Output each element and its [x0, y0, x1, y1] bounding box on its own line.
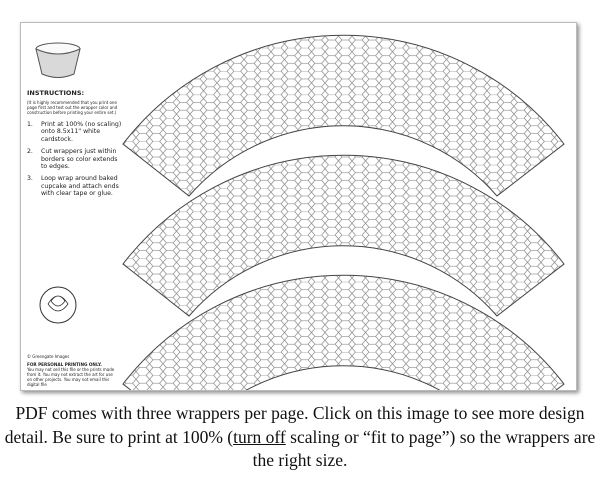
personal-use-heading: FOR PERSONAL PRINTING ONLY.	[27, 361, 102, 367]
step-number: 1.	[27, 121, 33, 128]
step-2	[27, 148, 123, 170]
step-number: 3.	[27, 175, 33, 183]
instructions-heading: INSTRUCTIONS:	[27, 89, 85, 97]
caption	[0, 402, 600, 473]
instructions-note: (It is highly recommended that you print one page first and test out the wrapper color and construction before printing your entire set.)	[27, 100, 118, 115]
legal-text: You may not sell this file or the prints made from it. You may not extract the art for use on other projects. You may not email this digital file	[27, 367, 115, 387]
caption-underlined: turn off	[233, 426, 286, 447]
step-1	[27, 121, 123, 143]
printable-sheet[interactable]	[20, 22, 577, 391]
instructions-panel	[27, 89, 123, 387]
step-text: Print at 100% (no scaling) onto 8.5x11" white cardstock.	[41, 121, 122, 143]
caption-text-1: PDF comes with three wrappers per page. Click on this image to see more design detail. Be sure to print at 100% (	[4, 403, 585, 447]
step-text: Cut wrappers just within borders so color extends to edges.	[41, 148, 118, 171]
step-text: Loop wrap around baked cupcake and attach ends with clear tape or glue.	[41, 175, 119, 198]
cupcake-icon	[36, 43, 80, 78]
spacer	[27, 203, 123, 354]
caption-text-2: scaling or “fit to page”) so the wrappers are the right size.	[252, 426, 596, 470]
step-number: 2.	[27, 148, 33, 156]
copyright: © Greengate Images	[27, 353, 70, 359]
step-3	[27, 175, 123, 197]
instruction-steps	[27, 121, 123, 203]
